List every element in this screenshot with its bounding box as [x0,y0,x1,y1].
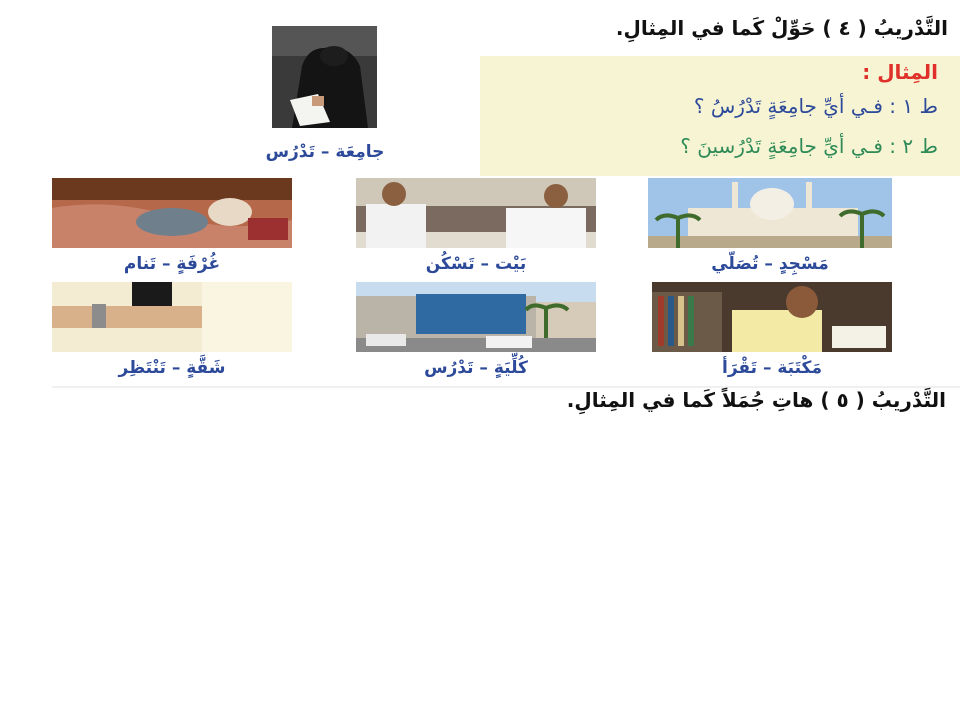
example-question-masculine: ط ١ : فـي أيِّ جامِعَةٍ تَدْرُسُ ؟ [693,94,938,118]
exercise-5-title: التَّدْريبُ ( ٥ ) هاتِ جُمَلاً كَما في المِثالِ. [566,388,946,412]
caption-library: مَكْتَبَة – تَقْرَأ [722,358,822,378]
photo-bedroom [52,178,292,248]
caption-bedroom: غُرْفَةٍ – تَنام [123,254,221,274]
model-caption: جامِعَة – تَدْرُس [265,142,385,162]
exercise-4-title: التَّدْريبُ ( ٤ ) حَوِّلْ كَما في المِثالِ. [615,16,948,40]
photo-college [356,282,596,352]
example-box [480,56,960,176]
photo-mosque [648,178,892,248]
caption-house: بَيْت – تَسْكُن [425,254,527,274]
example-question-feminine: ط ٢ : فـي أيِّ جامِعَةٍ تَدْرُسينَ ؟ [680,134,938,158]
example-label: المِثال : [862,60,938,84]
photo-house-conversation [356,178,596,248]
model-photo-graduate [272,26,377,128]
photo-library-reading [652,282,892,352]
caption-mosque: مَسْجِدٍ – تُصَلّي [711,254,829,274]
photo-waiting-watch [52,282,292,352]
caption-college: كُلِّيَةٍ – تَدْرُس [424,358,528,378]
caption-apartment: شَقَّةٍ – تَنْتَظِر [118,358,226,378]
